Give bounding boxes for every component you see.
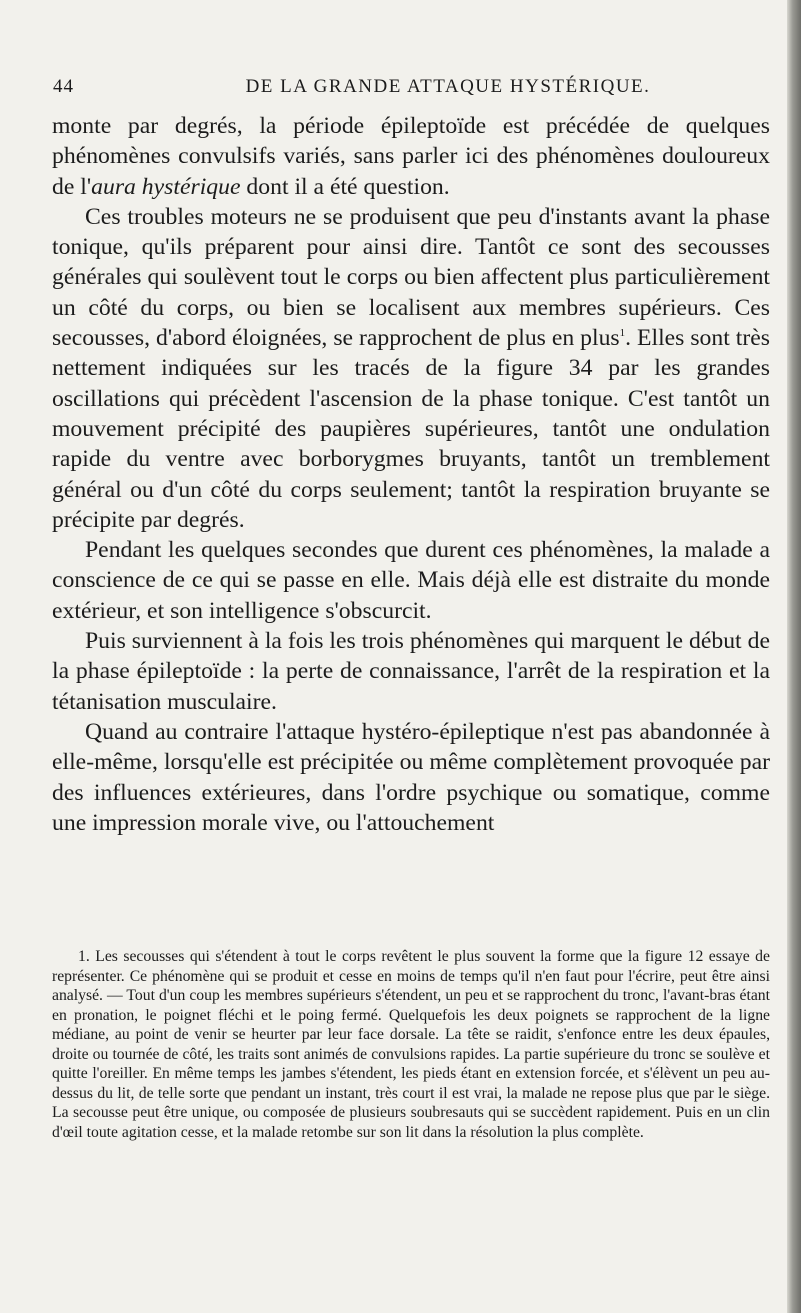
book-spine-shadow xyxy=(787,0,801,1313)
page-header xyxy=(0,76,786,100)
paragraph-2-text-a: Ces troubles moteurs ne se produisent que peu d'instants avant la phase tonique, qu'ils préparent pour ainsi dire. Tantôt ce sont des secousses générales qui soulèvent tout le corps ou bien affectent plus particulièrement un côté du corps, ou bien se localisent aux membres supérieurs. Ces secousses, d'abord éloignées, se rapprochent de plus en plus xyxy=(52,203,770,352)
page-number: 44 xyxy=(53,76,74,97)
aura-hysterique-term: aura hystérique xyxy=(91,173,241,200)
paragraph-3: Pendant les quelques secondes que durent ces phénomènes, la malade a conscience de ce qui se passe en elle. Mais déjà elle est distraite du monde extérieur, et son intelligence s'obscurcit. xyxy=(52,537,770,624)
paragraph-1-text-a: monte par degrés, la période épileptoïde est précédée de quelques phénomènes convulsifs variés, sans parler ici des phénomènes douloureux de l' xyxy=(52,113,770,200)
paragraph-2 xyxy=(52,202,770,535)
body-text xyxy=(52,111,770,838)
footnote-reference[interactable]: 1 xyxy=(619,327,626,340)
paragraph-4: Puis surviennent à la fois les trois phénomènes qui marquent le début de la phase épileptoïde : la perte de connaissance, l'arrêt de la respiration et la tétanisation musculaire. xyxy=(52,628,770,715)
paragraph-5: Quand au contraire l'attaque hystéro-épileptique n'est pas abandonnée à elle-même, lorsqu'elle est précipitée ou même complètement provoquée par des influences extérieures, dans l'ordre psychique ou somatique, comme une impression morale vive, ou l'attouchement xyxy=(52,718,770,836)
paragraph-2-text-b: . Elles sont très nettement indiquées sur les tracés de la figure 34 par les grandes oscillations qui précèdent l'ascension de la phase tonique. C'est tantôt un mouvement précipité des paupières supérieures, tantôt une ondulation rapide du ventre avec borborygmes bruyants, tantôt un tremblement général ou d'un côté du corps seulement; tantôt la respiration bruyante se précipite par degrés. xyxy=(52,325,770,533)
footnote xyxy=(52,947,770,1142)
paragraph-1-text-b: dont il a été question. xyxy=(240,173,450,200)
running-head: DE LA GRANDE ATTAQUE HYSTÉRIQUE. xyxy=(245,76,651,97)
paragraph-1 xyxy=(52,111,770,202)
footnote-text: 1. Les secousses qui s'étendent à tout le corps revêtent le plus souvent la forme que la figure 12 essaye de représenter. Ce phénomène qui se produit et cesse en moins de temps qu'il n'en faut pour l'écrire, peut être ainsi analysé. — Tout d'un coup les membres supérieurs s'étendent, un peu et se rapprochent du tronc, l'avant-bras étant en pronation, le poignet fléchi et le poing fermé. Quelquefois les deux poignets se rapprochent de la ligne médiane, au point de venir se heurter par leur face dorsale. La tête se raidit, s'enfonce entre les deux épaules, droite ou tournée de côté, les traits sont animés de convulsions rapides. La partie supérieure du tronc se soulève et quitte l'oreiller. En même temps les jambes s'étendent, les pieds étant en extension forcée, et s'élèvent un peu au-dessus du lit, de telle sorte que pendant un instant, très court il est vrai, la malade ne repose plus que par le siège. La secousse peut être unique, ou composée de plusieurs soubresauts qui se succèdent rapidement. Puis en un clin d'œil toute agitation cesse, et la malade retombe sur son lit dans la résolution la plus complète. xyxy=(52,948,770,1141)
